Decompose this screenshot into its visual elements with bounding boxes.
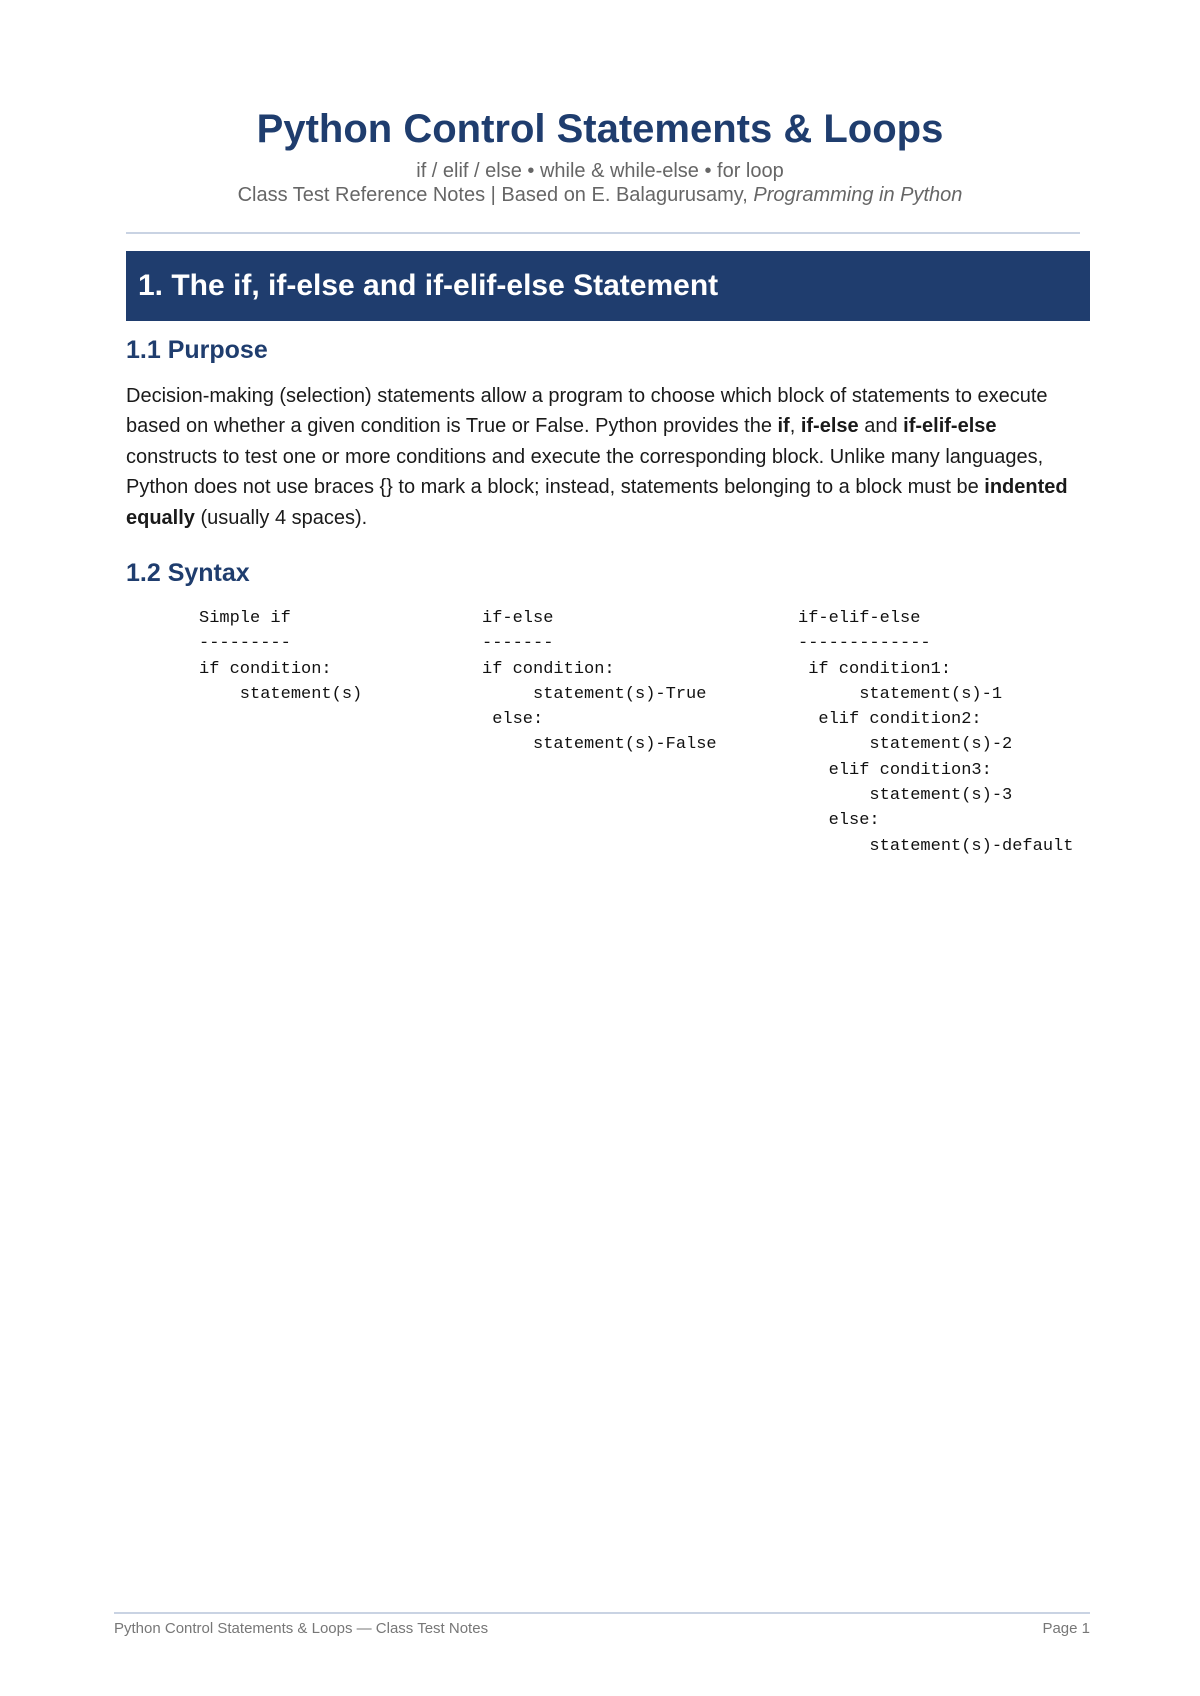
code-line: ---------	[199, 634, 291, 654]
footer-document-title: Python Control Statements & Loops — Class Test Notes	[114, 1620, 489, 1637]
code-line: statement(s)-2	[798, 735, 1013, 755]
code-line: if-elif-else	[798, 609, 921, 628]
syntax-if-else-code	[482, 606, 717, 758]
code-line: if condition1:	[798, 659, 952, 679]
code-line: statement(s)-False	[482, 735, 717, 755]
code-line: else:	[798, 811, 880, 831]
purpose-text-1: Decision-making (selection) statements allow a program to choose which block of statements to execute based on whether a given condition is True or False. Python provides the	[126, 385, 1048, 438]
footer-page-number: Page 1	[1042, 1620, 1090, 1637]
reference-prefix: Class Test Reference Notes | Based on E. Balagurusamy,	[237, 184, 754, 206]
code-line: statement(s)-True	[482, 684, 707, 704]
code-line: if condition:	[199, 659, 332, 679]
code-line: -------	[482, 634, 554, 654]
section-1-heading: 1. The if, if-else and if-elif-else Statement	[138, 269, 719, 302]
syntax-simple-if-code	[199, 606, 362, 707]
code-line: statement(s)-1	[798, 684, 1003, 704]
code-line: if condition:	[482, 659, 615, 679]
purpose-bold-if-else: if-else	[800, 415, 859, 438]
code-line: Simple if	[199, 609, 291, 628]
document-subtitle-topics: if / elif / else • while & while-else • for loop	[416, 160, 784, 182]
purpose-bold-indented: indented equally	[126, 476, 1068, 529]
code-line: statement(s)-3	[798, 786, 1013, 806]
code-line: statement(s)	[199, 684, 363, 704]
purpose-bold-if: if	[777, 415, 790, 438]
code-line: if-else	[482, 609, 554, 628]
purpose-paragraph	[126, 381, 1086, 533]
purpose-heading: 1.1 Purpose	[126, 336, 268, 364]
syntax-heading: 1.2 Syntax	[126, 559, 250, 587]
purpose-text-2: ,	[789, 415, 801, 438]
code-line: elif condition3:	[798, 760, 992, 780]
code-line: statement(s)-default	[798, 836, 1074, 856]
code-line: elif condition2:	[798, 710, 982, 730]
purpose-text-4: constructs to test one or more conditions and execute the corresponding block. Unlike many languages, Python does not use braces {} to mark a block; instead, statements belonging to a block must be	[126, 445, 1044, 499]
document-subtitle-reference	[0, 183, 1200, 207]
reference-book-title: Programming in Python	[753, 184, 963, 206]
document-title: Python Control Statements & Loops	[256, 107, 944, 151]
purpose-text-3: and	[858, 415, 904, 438]
syntax-if-elif-else-code	[798, 606, 1073, 859]
purpose-text-5: (usually 4 spaces).	[194, 506, 368, 529]
code-line: else:	[482, 710, 544, 730]
footer-divider	[114, 1612, 1090, 1614]
section-1-banner	[126, 251, 1090, 321]
purpose-bold-if-elif-else: if-elif-else	[903, 415, 997, 438]
code-line: -------------	[798, 634, 931, 654]
header-divider	[126, 232, 1080, 234]
